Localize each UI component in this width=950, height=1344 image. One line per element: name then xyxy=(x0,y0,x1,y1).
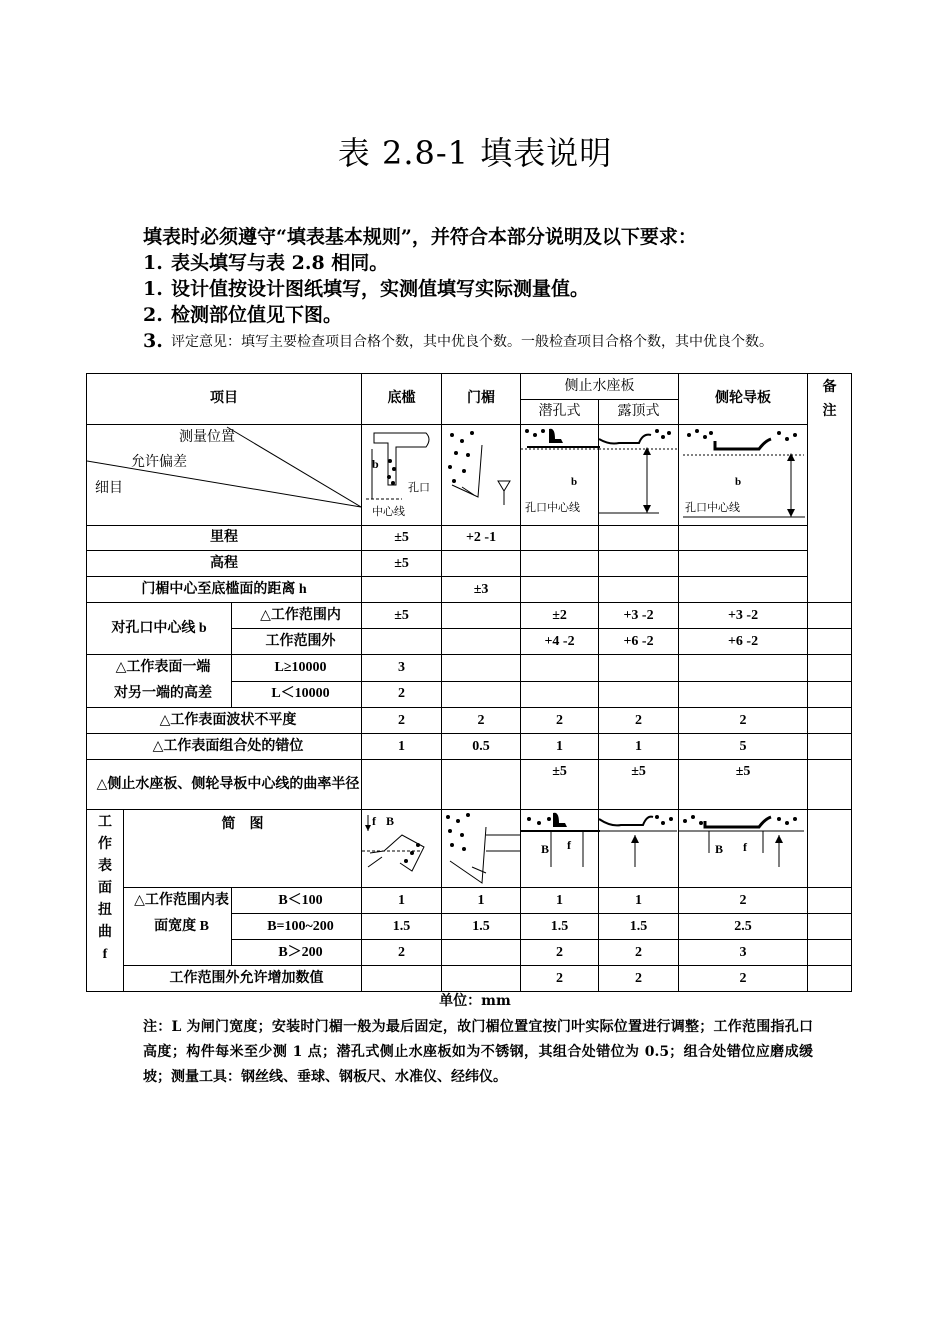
twist-open-sketch xyxy=(599,810,679,888)
cell: ±5 xyxy=(521,760,599,810)
cell: 1.5 xyxy=(521,914,599,940)
cell: 2 xyxy=(599,940,679,966)
cell: 0.5 xyxy=(442,734,521,760)
header-sill: 底槛 xyxy=(362,374,442,425)
cell: 1 xyxy=(362,734,442,760)
cell xyxy=(808,760,852,810)
row-sublabel: 工作范围外 xyxy=(232,629,362,655)
cell xyxy=(521,577,599,603)
cell: 2 xyxy=(521,966,599,992)
cell xyxy=(599,655,679,682)
twist-f-label: f xyxy=(372,814,377,828)
cell: 2 xyxy=(442,708,521,734)
sill-centerline-label: 中心线 xyxy=(372,506,406,518)
cell: 3 xyxy=(679,940,808,966)
cell xyxy=(362,966,442,992)
cell xyxy=(362,629,442,655)
intro-item: 1. 表头填写与表 2.8 相同。 xyxy=(143,252,389,274)
cell xyxy=(808,914,852,940)
cell xyxy=(808,940,852,966)
twist-lintel-sketch xyxy=(442,810,521,888)
cell: 1 xyxy=(521,888,599,914)
intro-item: 3. 评定意见：填写主要检查项目合格个数，其中优良个数。一般检查项目合格个数，其中优良个数。 xyxy=(143,330,773,352)
sub-b-label: b xyxy=(571,476,578,488)
twist-width-label: △工作范围内表面宽度 B xyxy=(124,888,232,966)
sub-centerline-label: 孔口中心线 xyxy=(525,502,581,514)
header-water-stop: 侧止水座板 xyxy=(521,374,679,400)
lintel-diagram xyxy=(442,425,521,526)
sill-diagram xyxy=(362,425,442,526)
cell: 2.5 xyxy=(679,914,808,940)
cell xyxy=(679,577,808,603)
cell xyxy=(521,681,599,708)
cell xyxy=(808,966,852,992)
row-label: 对孔口中心线 b xyxy=(87,603,232,655)
cell xyxy=(808,708,852,734)
header-lintel: 门楣 xyxy=(442,374,521,425)
row-label: 门楣中心至底槛面的距离 h xyxy=(87,577,362,603)
cell xyxy=(442,760,521,810)
intro-lead: 填表时必须遵守“填表基本规则”，并符合本部分说明及以下要求： xyxy=(143,226,697,248)
cell: 2 xyxy=(679,966,808,992)
lintel-sketch xyxy=(442,425,520,525)
twist-guide-B: B xyxy=(715,842,724,856)
header-guide: 侧轮导板 xyxy=(679,374,808,425)
row-sublabel: B＜100 xyxy=(232,888,362,914)
intro-item: 2. 检测部位值见下图。 xyxy=(143,304,343,326)
cell: 1 xyxy=(362,888,442,914)
cell: 2 xyxy=(679,708,808,734)
cell xyxy=(808,810,852,888)
cell xyxy=(679,526,808,551)
intro xyxy=(143,224,823,354)
open-top-sketch xyxy=(599,425,677,525)
cell xyxy=(808,603,852,629)
diag-subitem: 细目 xyxy=(95,481,123,496)
open-top-diagram xyxy=(599,425,679,526)
cell xyxy=(808,629,852,655)
cell: 1.5 xyxy=(442,914,521,940)
row-sublabel: L＜10000 xyxy=(232,681,362,708)
row-label: △工作表面波状不平度 xyxy=(87,708,362,734)
cell xyxy=(599,551,679,577)
cell xyxy=(599,681,679,708)
cell xyxy=(362,760,442,810)
cell: 2 xyxy=(599,966,679,992)
cell xyxy=(808,734,852,760)
header-submerged: 潜孔式 xyxy=(521,400,599,425)
row-label: △侧止水座板、侧轮导板中心线的曲率半径 xyxy=(87,760,362,810)
cell: +3 -2 xyxy=(679,603,808,629)
cell xyxy=(599,577,679,603)
submerged-diagram xyxy=(521,425,599,526)
cell: +4 -2 xyxy=(521,629,599,655)
row-label: △工作表面一端 对另一端的高差 xyxy=(87,655,232,708)
cell xyxy=(442,966,521,992)
twist-sub-B: B xyxy=(541,842,550,856)
cell: +3 -2 xyxy=(599,603,679,629)
row-sublabel: B=100~200 xyxy=(232,914,362,940)
cell xyxy=(808,681,852,708)
cell: ±5 xyxy=(362,551,442,577)
row-sublabel: L≥10000 xyxy=(232,655,362,682)
cell: ±5 xyxy=(599,760,679,810)
cell: 2 xyxy=(521,708,599,734)
cell xyxy=(442,940,521,966)
cell: 2 xyxy=(362,940,442,966)
cell: +6 -2 xyxy=(679,629,808,655)
twist-B-label: B xyxy=(386,814,395,828)
diag-position: 测量位置 xyxy=(179,430,235,445)
twist-open-svg xyxy=(599,811,677,887)
intro-item: 1. 设计值按设计图纸填写，实测值填写实际测量值。 xyxy=(143,278,590,300)
cell xyxy=(808,888,852,914)
cell xyxy=(442,655,521,682)
twist-guide-sketch xyxy=(679,810,808,888)
cell: 1 xyxy=(521,734,599,760)
cell xyxy=(599,526,679,551)
diag-tolerance: 允许偏差 xyxy=(131,455,187,470)
cell: 1 xyxy=(442,888,521,914)
spec-table xyxy=(86,373,852,992)
row-sublabel: B＞200 xyxy=(232,940,362,966)
header-remark: 备注 xyxy=(808,374,852,603)
cell: 2 xyxy=(362,708,442,734)
cell: 2 xyxy=(521,940,599,966)
header-open-top: 露顶式 xyxy=(599,400,679,425)
cell xyxy=(362,577,442,603)
cell xyxy=(808,655,852,682)
guide-centerline-label: 孔口中心线 xyxy=(685,502,741,514)
cell: 1 xyxy=(599,734,679,760)
twist-sub-f: f xyxy=(567,838,572,852)
guide-b-label: b xyxy=(735,476,742,488)
guide-diagram xyxy=(679,425,808,526)
footnote: 注：L 为闸门宽度；安装时门楣一般为最后固定，故门楣位置宜按门叶实际位置进行调整；工作范围指孔口高度；构件每米至少测 1 点；潜孔式侧止水座板如为不锈钢，其组合处错位为 0.5；组合处错位应磨成缓坡；测量工具：钢丝线、垂球、钢板尺、水准仪、经纬仪。 xyxy=(143,1019,813,1085)
cell xyxy=(679,655,808,682)
cell: ±5 xyxy=(679,760,808,810)
twist-guide-f: f xyxy=(743,840,748,854)
twist-sub-sketch xyxy=(521,810,599,888)
row-label: 工作范围外允许增加数值 xyxy=(124,966,362,992)
twist-vertical-label: 工 作 表 面 扭 曲 f xyxy=(87,810,124,992)
cell: +2 -1 xyxy=(442,526,521,551)
cell: ±3 xyxy=(442,577,521,603)
cell: 1.5 xyxy=(362,914,442,940)
twist-sub-svg xyxy=(521,811,600,887)
cell xyxy=(442,551,521,577)
diagonal-header-cell xyxy=(87,425,362,526)
twist-sill-sketch xyxy=(362,810,442,888)
twist-lintel-svg xyxy=(442,811,520,887)
unit-label: 单位：mm xyxy=(439,993,511,1009)
cell xyxy=(679,551,808,577)
sill-orifice-label: 孔口 xyxy=(408,482,431,494)
row-label: 高程 xyxy=(87,551,362,577)
cell: 2 xyxy=(679,888,808,914)
cell xyxy=(442,603,521,629)
sketch-label: 简 图 xyxy=(124,810,362,888)
cell xyxy=(521,526,599,551)
header-item: 项目 xyxy=(87,374,362,425)
row-label: 里程 xyxy=(87,526,362,551)
row-sublabel: △工作范围内 xyxy=(232,603,362,629)
cell: 1 xyxy=(599,888,679,914)
cell: 2 xyxy=(362,681,442,708)
cell xyxy=(442,629,521,655)
cell: ±5 xyxy=(362,526,442,551)
cell: 5 xyxy=(679,734,808,760)
cell: 2 xyxy=(599,708,679,734)
cell xyxy=(521,551,599,577)
cell: ±5 xyxy=(362,603,442,629)
cell xyxy=(679,681,808,708)
row-label: △工作表面组合处的错位 xyxy=(87,734,362,760)
cell: 1.5 xyxy=(599,914,679,940)
cell: ±2 xyxy=(521,603,599,629)
sill-b-label: b xyxy=(372,457,379,471)
page-title: 表 2.8-1 填表说明 xyxy=(337,134,613,172)
cell xyxy=(442,681,521,708)
cell: +6 -2 xyxy=(599,629,679,655)
cell xyxy=(521,655,599,682)
cell: 3 xyxy=(362,655,442,682)
